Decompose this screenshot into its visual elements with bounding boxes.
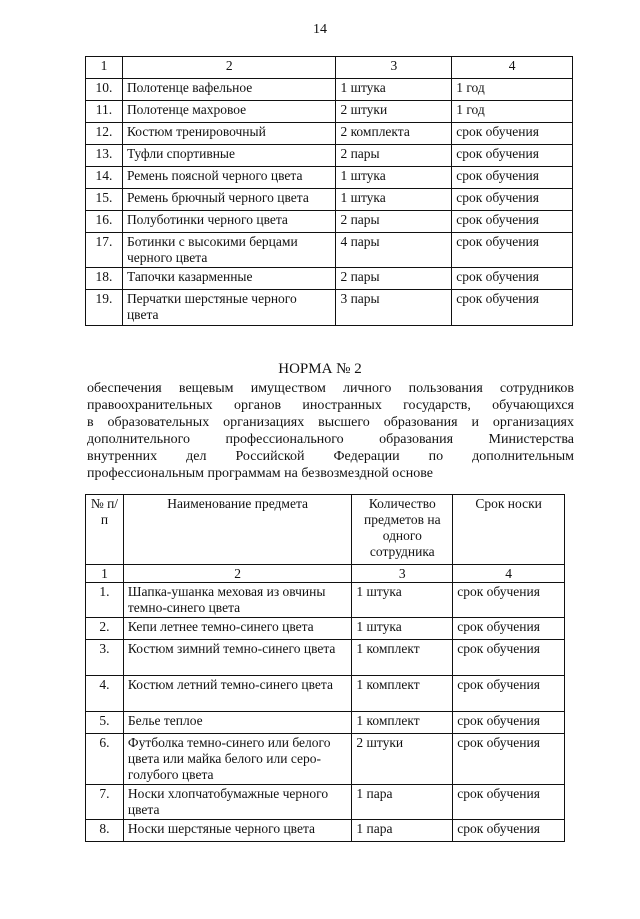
item-quantity: 2 пары xyxy=(336,211,452,233)
item-quantity: 3 пары xyxy=(336,290,452,326)
table-row xyxy=(86,211,573,233)
table-row xyxy=(86,785,565,820)
item-term: срок обучения xyxy=(452,123,573,145)
item-quantity: 1 штука xyxy=(352,583,453,618)
column-index: 3 xyxy=(352,565,453,583)
item-name: Носки шерстяные черного цвета xyxy=(123,820,351,842)
row-number: 5. xyxy=(86,712,124,734)
item-term: срок обучения xyxy=(453,640,565,676)
norm-preamble xyxy=(87,380,574,482)
item-name: Туфли спортивные xyxy=(122,145,336,167)
item-name: Кепи летнее темно-синего цвета xyxy=(123,618,351,640)
table-row xyxy=(86,640,565,676)
row-number: 12. xyxy=(86,123,123,145)
preamble-line: в образовательных организациях высшего образования и организациях xyxy=(87,415,574,430)
item-quantity: 1 комплект xyxy=(352,676,453,712)
table-row xyxy=(86,167,573,189)
item-quantity: 2 штуки xyxy=(336,101,452,123)
table-row xyxy=(86,145,573,167)
row-number: 15. xyxy=(86,189,123,211)
row-number: 2. xyxy=(86,618,124,640)
row-number: 11. xyxy=(86,101,123,123)
row-number: 10. xyxy=(86,79,123,101)
column-header-term: Срок носки xyxy=(453,495,565,565)
table-row xyxy=(86,820,565,842)
table-row xyxy=(86,618,565,640)
table-index-row xyxy=(86,565,565,583)
table-row xyxy=(86,583,565,618)
row-number: 16. xyxy=(86,211,123,233)
row-number: 13. xyxy=(86,145,123,167)
item-name: Футболка темно-синего или белого цвета или майка белого или серо-голубого цвета xyxy=(123,734,351,785)
row-number: 7. xyxy=(86,785,124,820)
item-quantity: 1 комплект xyxy=(352,640,453,676)
column-index: 3 xyxy=(336,57,452,79)
item-quantity: 2 пары xyxy=(336,145,452,167)
item-term: срок обучения xyxy=(453,785,565,820)
item-name: Носки хлопчатобумажные черного цвета xyxy=(123,785,351,820)
item-quantity: 1 штука xyxy=(352,618,453,640)
column-index: 2 xyxy=(122,57,336,79)
table-row xyxy=(86,123,573,145)
item-quantity: 1 комплект xyxy=(352,712,453,734)
item-name: Полотенце вафельное xyxy=(122,79,336,101)
table-row xyxy=(86,290,573,326)
column-index: 2 xyxy=(123,565,351,583)
row-number: 17. xyxy=(86,233,123,268)
item-quantity: 4 пары xyxy=(336,233,452,268)
table-row xyxy=(86,79,573,101)
table-header-row xyxy=(86,57,573,79)
item-quantity: 1 пара xyxy=(352,785,453,820)
item-name: Тапочки казарменные xyxy=(122,268,336,290)
column-index: 1 xyxy=(86,565,124,583)
item-name: Костюм зимний темно-синего цвета xyxy=(123,640,351,676)
norm-items-table xyxy=(85,494,565,842)
item-quantity: 1 штука xyxy=(336,167,452,189)
item-quantity: 1 пара xyxy=(352,820,453,842)
column-header-number: № п/п xyxy=(86,495,124,565)
item-name: Полуботинки черного цвета xyxy=(122,211,336,233)
row-number: 3. xyxy=(86,640,124,676)
item-term: срок обучения xyxy=(453,618,565,640)
item-term: срок обучения xyxy=(452,167,573,189)
item-term: 1 год xyxy=(452,79,573,101)
item-term: срок обучения xyxy=(452,145,573,167)
column-index: 1 xyxy=(86,57,123,79)
row-number: 4. xyxy=(86,676,124,712)
table-row xyxy=(86,233,573,268)
item-quantity: 1 штука xyxy=(336,79,452,101)
column-index: 4 xyxy=(452,57,573,79)
table-row xyxy=(86,734,565,785)
table-row xyxy=(86,101,573,123)
item-term: срок обучения xyxy=(452,290,573,326)
item-term: срок обучения xyxy=(452,268,573,290)
preamble-line: внутренних дел Российской Федерации по дополнительным xyxy=(87,449,574,464)
item-quantity: 1 штука xyxy=(336,189,452,211)
item-name: Костюм тренировочный xyxy=(122,123,336,145)
preamble-line: правоохранительных органов иностранных государств, обучающихся xyxy=(87,398,574,413)
item-name: Ботинки с высокими берцами черного цвета xyxy=(122,233,336,268)
row-number: 18. xyxy=(86,268,123,290)
row-number: 19. xyxy=(86,290,123,326)
item-term: 1 год xyxy=(452,101,573,123)
table-row xyxy=(86,712,565,734)
item-name: Шапка-ушанка меховая из овчины темно-синего цвета xyxy=(123,583,351,618)
column-header-quantity: Количество предметов на одного сотрудника xyxy=(352,495,453,565)
items-table-continued xyxy=(85,56,573,326)
item-name: Ремень поясной черного цвета xyxy=(122,167,336,189)
item-name: Полотенце махровое xyxy=(122,101,336,123)
page-number: 14 xyxy=(313,22,327,37)
row-number: 14. xyxy=(86,167,123,189)
table-row xyxy=(86,189,573,211)
norm-title: НОРМА № 2 xyxy=(278,361,362,377)
item-term: срок обучения xyxy=(453,820,565,842)
item-term: срок обучения xyxy=(453,676,565,712)
item-name: Костюм летний темно-синего цвета xyxy=(123,676,351,712)
item-term: срок обучения xyxy=(452,189,573,211)
preamble-line: профессиональным программам на безвозмездной основе xyxy=(87,466,433,481)
item-quantity: 2 пары xyxy=(336,268,452,290)
row-number: 1. xyxy=(86,583,124,618)
item-name: Белье теплое xyxy=(123,712,351,734)
item-quantity: 2 комплекта xyxy=(336,123,452,145)
table-header-row xyxy=(86,495,565,565)
item-term: срок обучения xyxy=(453,712,565,734)
item-term: срок обучения xyxy=(453,583,565,618)
column-header-name: Наименование предмета xyxy=(123,495,351,565)
column-index: 4 xyxy=(453,565,565,583)
row-number: 6. xyxy=(86,734,124,785)
item-name: Ремень брючный черного цвета xyxy=(122,189,336,211)
item-term: срок обучения xyxy=(453,734,565,785)
item-name: Перчатки шерстяные черного цвета xyxy=(122,290,336,326)
row-number: 8. xyxy=(86,820,124,842)
item-term: срок обучения xyxy=(452,211,573,233)
table-row xyxy=(86,676,565,712)
preamble-line: обеспечения вещевым имуществом личного пользования сотрудников xyxy=(87,381,574,396)
preamble-line: дополнительного профессионального образования Министерства xyxy=(87,432,574,447)
item-quantity: 2 штуки xyxy=(352,734,453,785)
item-term: срок обучения xyxy=(452,233,573,268)
table-row xyxy=(86,268,573,290)
